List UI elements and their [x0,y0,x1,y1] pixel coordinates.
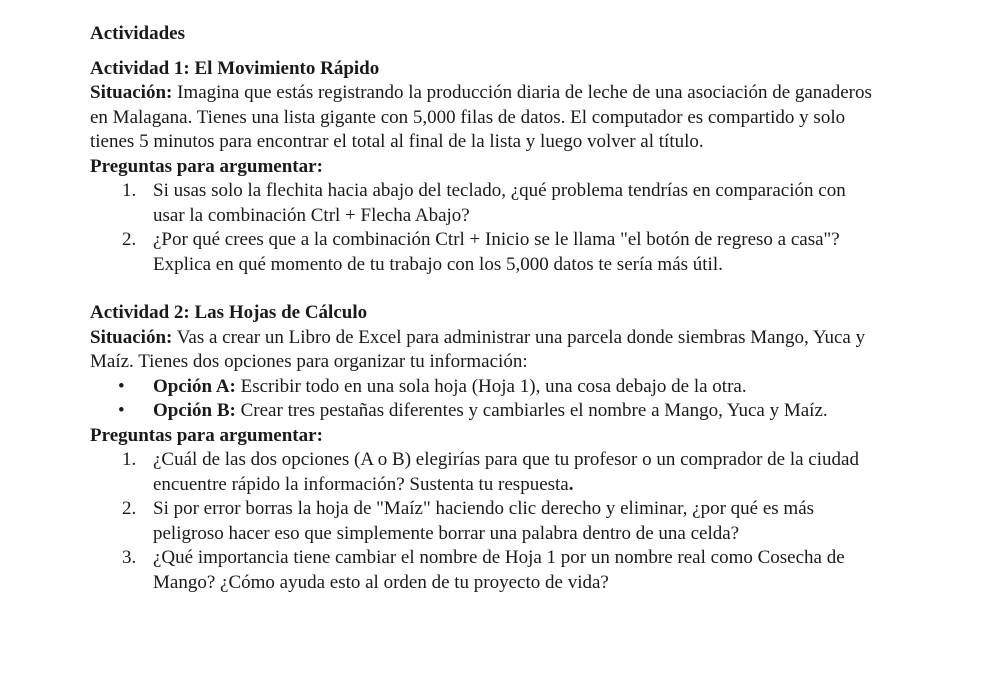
list-number: 2. [122,229,137,250]
list-item [90,546,880,595]
question-text: ¿Qué importancia tiene cambiar el nombre de Hoja 1 por un nombre real como Cosecha de Mango? ¿Cómo ayuda esto al orden de tu proyecto de vida? [153,547,845,593]
question-text: Si por error borras la hoja de "Maíz" haciendo clic derecho y eliminar, ¿por qué es más peligroso hacer eso que simplemente borrar una palabra dentro de una celda? [153,498,815,544]
list-number: 1. [122,449,137,470]
questions-label: Preguntas para argumentar: [90,155,323,177]
bullet-icon: • [118,375,125,397]
option-text: Escribir todo en una sola hoja (Hoja 1), una cosa debajo de la otra. [240,375,747,397]
activity-1-situation [90,81,880,155]
page-title: Actividades [90,23,185,44]
activity-2-options [90,375,880,424]
activity-1-questions [90,179,880,277]
situation-text: Vas a crear un Libro de Excel para administrar una parcela donde siembras Mango, Yuca y Maíz. Tienes dos opciones para organizar tu información: [90,326,866,372]
situation-label: Situación: [90,326,173,348]
question-end-period: . [568,473,574,495]
activity-2-situation [90,326,880,375]
list-number: 1. [122,180,137,201]
situation-text: Imagina que estás registrando la producción diaria de leche de una asociación de ganaderos en Malagana. Tienes una lista gigante con 5,000 filas de datos. El computador es compartido y solo tienes 5 minutos para encontrar el total al final de la lista y luego volver al título. [90,82,872,152]
list-number: 3. [122,547,137,568]
list-item [90,228,880,277]
option-text: Crear tres pestañas diferentes y cambiarles el nombre a Mango, Yuca y Maíz. [240,400,828,421]
list-item [90,399,880,424]
activity-2-questions [90,448,880,595]
option-label: Opción A: [153,375,236,397]
question-text: Si usas solo la flechita hacia abajo del teclado, ¿qué problema tendrías en comparación con usar la combinación Ctrl + Flecha Abajo? [153,180,846,226]
questions-label: Preguntas para argumentar: [90,424,323,446]
activity-2-title: Actividad 2: Las Hojas de Cálculo [90,302,368,323]
list-item [90,179,880,228]
list-item [90,497,880,546]
list-number: 2. [122,498,137,519]
section-spacer [90,277,880,301]
option-label: Opción B: [153,400,236,421]
activity-1 [90,57,880,278]
question-text: ¿Por qué crees que a la combinación Ctrl + Inicio se le llama "el botón de regreso a casa"? Explica en qué momento de tu trabajo con los 5,000 datos te sería más útil. [153,229,840,275]
activity-1-title: Actividad 1: El Movimiento Rápido [90,57,380,79]
question-text: ¿Cuál de las dos opciones (A o B) elegirías para que tu profesor o un comprador de la ciudad encuentre rápido la información? Sustenta tu respuesta [153,449,859,495]
list-item [90,448,880,497]
document-page [90,22,880,595]
list-item [90,375,880,400]
activity-2 [90,301,880,595]
situation-label: Situación: [90,82,173,103]
bullet-icon: • [118,400,125,421]
